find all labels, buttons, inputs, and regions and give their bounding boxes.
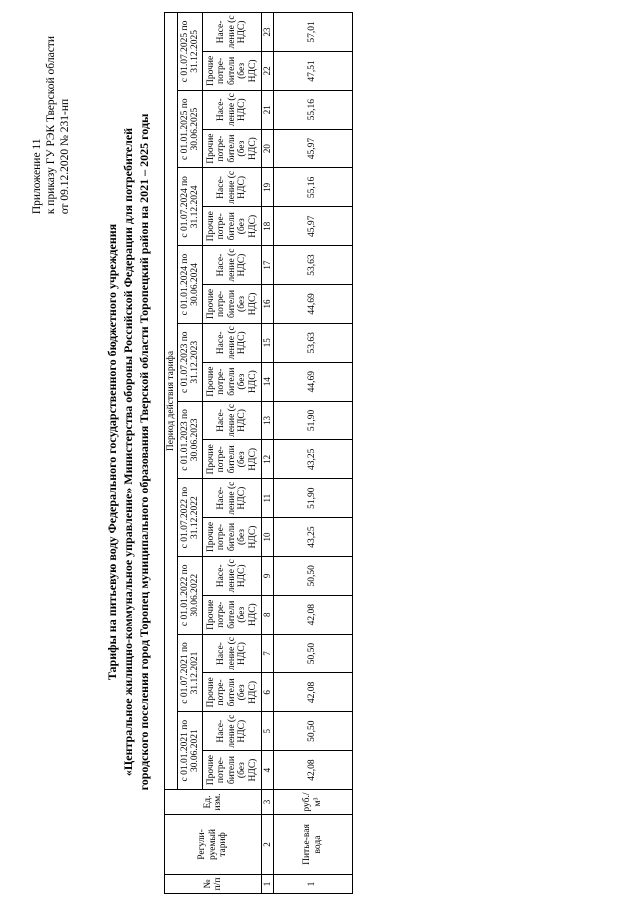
column-number: 8 — [262, 595, 274, 634]
column-number: 4 — [262, 751, 274, 790]
period-header: с 01.07.2021 по 31.12.2021 — [178, 634, 203, 712]
period-header: с 01.07.2025 по 31.12.2025 — [178, 13, 203, 91]
tariff-value: 50,50 — [273, 634, 352, 673]
column-number: 3 — [262, 790, 274, 815]
table-row — [273, 13, 352, 894]
row-tariff: Питье-вая вода — [273, 815, 352, 875]
consumer-other-header: Прочие потре-бители (без НДС) — [203, 129, 262, 168]
consumer-population-header: Насе-ление (с НДС) — [203, 168, 262, 207]
consumer-other-header: Прочие потре-бители (без НДС) — [203, 595, 262, 634]
column-number: 14 — [262, 362, 274, 401]
header-period: Период действия тарифа — [165, 13, 178, 790]
consumer-population-header: Насе-ление (с НДС) — [203, 634, 262, 673]
column-number-row — [262, 13, 274, 894]
consumer-population-header: Насе-ление (с НДС) — [203, 323, 262, 362]
column-number: 19 — [262, 168, 274, 207]
tariff-value: 42,08 — [273, 595, 352, 634]
tariff-value: 57,01 — [273, 13, 352, 52]
tariff-value: 50,50 — [273, 712, 352, 751]
tariff-value: 42,08 — [273, 751, 352, 790]
appendix-order-line: к приказу ГУ РЭК Тверской области — [45, 36, 57, 215]
column-number: 2 — [262, 815, 274, 875]
header-row-dates — [178, 13, 203, 894]
title-line: городского поселения город Торопец муниципального образования Тверской области Торопецкий район на 2021 – 2025 годы — [137, 113, 151, 791]
column-number: 10 — [262, 518, 274, 557]
consumer-other-header: Прочие потре-бители (без НДС) — [203, 285, 262, 324]
row-num: 1 — [273, 875, 352, 894]
period-header: с 01.01.2024 по 30.06.2024 — [178, 246, 203, 324]
consumer-population-header: Насе-ление (с НДС) — [203, 90, 262, 129]
tariff-value: 51,90 — [273, 479, 352, 518]
consumer-other-header: Прочие потре-бители (без НДС) — [203, 51, 262, 90]
consumer-population-header: Насе-ление (с НДС) — [203, 479, 262, 518]
period-header: с 01.07.2023 по 31.12.2023 — [178, 323, 203, 401]
column-number: 20 — [262, 129, 274, 168]
header-unit: Ед. изм. — [165, 790, 262, 815]
column-number: 16 — [262, 285, 274, 324]
column-number: 22 — [262, 51, 274, 90]
period-header: с 01.07.2024 по 31.12.2024 — [178, 168, 203, 246]
consumer-other-header: Прочие потре-бители (без НДС) — [203, 751, 262, 790]
consumer-other-header: Прочие потре-бители (без НДС) — [203, 207, 262, 246]
consumer-other-header: Прочие потре-бители (без НДС) — [203, 518, 262, 557]
column-number: 7 — [262, 634, 274, 673]
appendix-date-line: от 09.12.2020 № 231-нп — [59, 98, 71, 215]
column-number: 12 — [262, 440, 274, 479]
period-header: с 01.01.2021 по 30.06.2021 — [178, 712, 203, 790]
tariff-value: 43,25 — [273, 518, 352, 557]
period-header: с 01.01.2022 по 30.06.2022 — [178, 556, 203, 634]
tariff-value: 51,90 — [273, 401, 352, 440]
consumer-population-header: Насе-ление (с НДС) — [203, 246, 262, 285]
tariff-table — [164, 12, 353, 894]
tariff-value: 50,50 — [273, 556, 352, 595]
consumer-other-header: Прочие потре-бители (без НДС) — [203, 362, 262, 401]
column-number: 13 — [262, 401, 274, 440]
tariff-value: 44,69 — [273, 285, 352, 324]
appendix-line: Приложение 11 — [31, 138, 43, 215]
consumer-other-header: Прочие потре-бители (без НДС) — [203, 440, 262, 479]
column-number: 5 — [262, 712, 274, 751]
period-header: с 01.01.2023 по 30.06.2023 — [178, 401, 203, 479]
tariff-value: 44,69 — [273, 362, 352, 401]
period-header: с 01.07.2022 по 31.12.2022 — [178, 479, 203, 557]
column-number: 17 — [262, 246, 274, 285]
consumer-population-header: Насе-ление (с НДС) — [203, 401, 262, 440]
consumer-population-header: Насе-ление (с НДС) — [203, 712, 262, 751]
column-number: 18 — [262, 207, 274, 246]
header-tariff: Регули-руемый тариф — [165, 815, 262, 875]
column-number: 9 — [262, 556, 274, 595]
tariff-value: 55,16 — [273, 168, 352, 207]
title-line: «Центральное жилищно-коммунальное управление» Министерства обороны Российской Федерации для потребителей — [121, 127, 135, 777]
title-line: Тарифы на питьевую воду Федерального государственного бюджетного учреждения — [105, 223, 119, 681]
tariff-value: 47,51 — [273, 51, 352, 90]
header-row-period — [165, 13, 178, 894]
tariff-value: 43,25 — [273, 440, 352, 479]
column-number: 6 — [262, 673, 274, 712]
header-num: № п/п — [165, 875, 262, 894]
column-number: 15 — [262, 323, 274, 362]
column-number: 1 — [262, 875, 274, 894]
row-unit: руб./м³ — [273, 790, 352, 815]
tariff-value: 45,97 — [273, 129, 352, 168]
consumer-population-header: Насе-ление (с НДС) — [203, 13, 262, 52]
appendix-reference — [30, 36, 72, 214]
column-number: 11 — [262, 479, 274, 518]
tariff-value: 45,97 — [273, 207, 352, 246]
column-number: 23 — [262, 13, 274, 52]
column-number: 21 — [262, 90, 274, 129]
tariff-value: 42,08 — [273, 673, 352, 712]
header-row-consumers — [203, 13, 262, 894]
period-header: с 01.01.2025 по 30.06.2025 — [178, 90, 203, 168]
document-title — [104, 0, 152, 904]
tariff-value: 55,16 — [273, 90, 352, 129]
consumer-other-header: Прочие потре-бители (без НДС) — [203, 673, 262, 712]
tariff-value: 53,63 — [273, 323, 352, 362]
tariff-value: 53,63 — [273, 246, 352, 285]
consumer-population-header: Насе-ление (с НДС) — [203, 556, 262, 595]
